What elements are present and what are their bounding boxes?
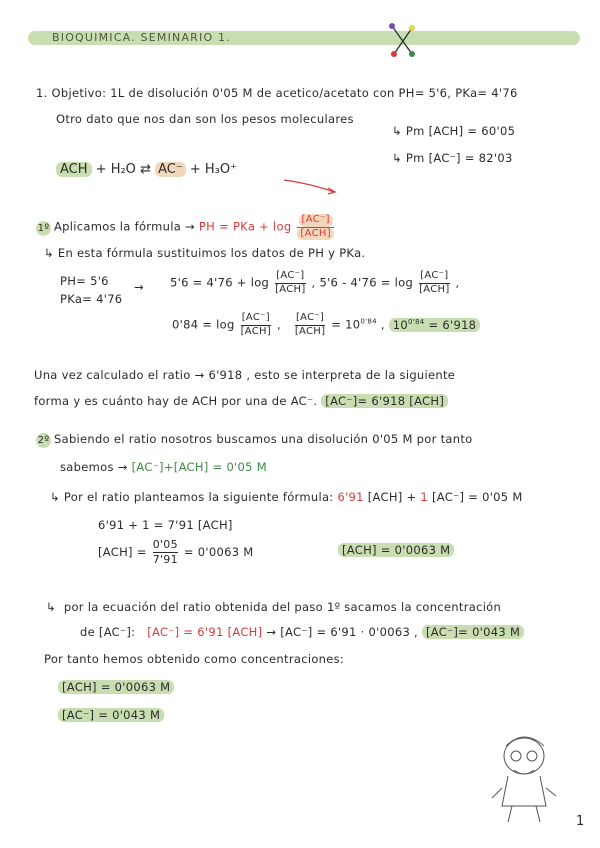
step1-note: ↳ En esta fórmula sustituimos los datos de PH y PKa. [44, 246, 366, 260]
eq3-den: [ACH] [240, 325, 272, 337]
eq3-num: [AC⁻] [241, 312, 270, 323]
scientist-doodle-icon [488, 726, 562, 826]
equation-3: 0'84 = log $\frac{[AC^-]}{\text{[ACH]}}$ , $\frac{[AC^-]}{\text{[ACH]}}$ = $10^{0'84}$ , $10^{0'84} = 6'918$ [172, 312, 480, 338]
problem-number: 1. [36, 86, 48, 100]
step3-line1: ↳ por la ecuación del ratio obtenida del paso 1º sacamos la concentración [46, 600, 502, 614]
title-banner [28, 31, 580, 45]
ratio-result: [AC⁻]= 6'918 [ACH] [321, 394, 448, 408]
step2-line5-lhs: [ACH] = [98, 544, 147, 559]
step2-line4: 6'91 + 1 = 7'91 [ACH] [98, 518, 233, 532]
step2-result: [ACH] = 0'0063 M [338, 543, 454, 557]
eq-ach: ACH [56, 162, 92, 177]
equation-1: 5'6 = 4'76 + log $\frac{[AC^-]}{\text{[ACH]}}$ , 5'6 - 4'76 = log $\frac{[AC^-]}{\text{[ACH]}}$ , [170, 270, 460, 295]
chemical-equation [56, 162, 237, 177]
eq5-base: 10 [392, 317, 409, 332]
problem-line-objective [36, 86, 518, 100]
pm-ach: ↳ Pm [ACH] = 60'05 [392, 124, 516, 138]
eq3-fraction [241, 312, 271, 338]
step2-line5-rhs: = 0'0063 M [183, 544, 254, 559]
final-result-ac: [AC⁻] = 0'043 M [58, 708, 164, 722]
step3-line1-text: por la ecuación del ratio obtenida del paso 1º sacamos la concentración [63, 600, 502, 614]
step3-line2-lhs: de [AC⁻]: [80, 625, 136, 639]
eq1-lhs: 5'6 = 4'76 + log [170, 275, 270, 290]
step2-term-b: [ACH] + [367, 490, 417, 504]
objective-text: Objetivo: 1L de disolución 0'05 M de acetico/acetato con PH= 5'6, PKa= 4'76 [51, 86, 518, 100]
formula-numerator: [AC⁻] [299, 214, 333, 227]
ratio-text-2: forma y es cuánto hay de ACH por una de AC⁻. [34, 394, 318, 408]
step2-marker: 2º [37, 435, 50, 446]
step2-term-d: [AC⁻] = 0'05 M [432, 490, 523, 504]
arrow-right-icon: → [134, 280, 144, 294]
eq-arrow-icon: ⇄ [140, 162, 151, 177]
step2-coef-c: 1 [420, 490, 429, 504]
pm-ac: ↳ Pm [AC⁻] = 82'03 [392, 151, 513, 165]
step2-line2-eq: [AC⁻]+[ACH] = 0'05 M [131, 460, 267, 474]
step3-ratio-eq: [AC⁻] = 6'91 [ACH] [147, 625, 263, 639]
eq4-exponent: 0'84 [360, 317, 377, 326]
eq4-rhs: = 10 [331, 317, 361, 332]
step3-ac-result: [AC⁻]= 0'043 M [422, 625, 524, 639]
pka-value: PKa= 4'76 [60, 292, 123, 306]
step2-line2 [60, 460, 267, 474]
step1-title: Aplicamos la fórmula [54, 219, 182, 234]
molecule-doodle-icon [386, 20, 420, 60]
page-title: BIOQUIMICA. SEMINARIO 1. [52, 31, 231, 44]
eq1-fraction [275, 270, 305, 296]
eq5-result [389, 318, 481, 332]
step2-line2-lhs: sabemos → [60, 460, 128, 474]
eq-water: + H₂O [95, 162, 136, 177]
eq2-den: [ACH] [419, 283, 450, 295]
eq2-num: [AC⁻] [420, 270, 449, 281]
step2-line1 [36, 432, 472, 448]
final-result-ach: [ACH] = 0'0063 M [58, 680, 174, 694]
eq-ac: AC⁻ [155, 162, 186, 177]
eq4-fraction [295, 312, 325, 338]
other-data-text: Otro dato que nos dan son los pesos moleculares [56, 112, 354, 126]
eq-hydronium: + H₃O⁺ [189, 162, 237, 177]
step2-coef-a: 6'91 [337, 490, 364, 504]
formula-fraction [297, 214, 333, 240]
eq2-fraction [419, 270, 449, 296]
eq1-num: [AC⁻] [276, 270, 305, 281]
formula-lhs: PH = PKa + log [198, 219, 292, 234]
ph-value: PH= 5'6 [60, 274, 109, 288]
pm-ac-value: Pm [AC⁻] = 82'03 [405, 151, 513, 165]
eq4-num: [AC⁻] [295, 312, 325, 323]
ratio-text-line2 [34, 394, 448, 408]
step2-line5 [98, 538, 254, 567]
eq4-den: [ACH] [294, 325, 326, 337]
step3-line3: Por tanto hemos obtenido como concentraciones: [44, 652, 345, 666]
step2-line1-text: Sabiendo el ratio nosotros buscamos una disolución 0'05 M por tanto [54, 432, 473, 446]
step2-den: 7'91 [152, 552, 178, 566]
pm-ach-value: Pm [ACH] = 60'05 [405, 124, 516, 138]
eq2-lhs: 5'6 - 4'76 = log [319, 275, 414, 290]
eq1-den: [ACH] [275, 283, 306, 295]
eq5-rhs: = 6'918 [428, 317, 477, 332]
step2-num: 0'05 [152, 538, 178, 551]
eq3-lhs: 0'84 = log [172, 317, 235, 332]
step2-fraction [153, 538, 178, 567]
formula-denominator: [ACH] [297, 228, 333, 241]
step3-line2-mid: → [AC⁻] = 6'91 · 0'0063 , [266, 625, 418, 639]
page-number: 1 [576, 814, 585, 829]
curved-arrow-icon [282, 176, 342, 196]
eq5-exponent: 0'84 [408, 317, 425, 326]
step1-note-text: En esta fórmula sustituimos los datos de PH y PKa. [57, 246, 366, 260]
ratio-text-1: Una vez calculado el ratio → 6'918 , esto se interpreta de la siguiente [34, 368, 456, 382]
step3-line2 [80, 625, 524, 639]
step2-line3-lhs: Por el ratio planteamos la siguiente fórmula: [63, 490, 334, 504]
step2-line3: ↳ Por el ratio planteamos la siguiente fórmula: 6'91 [ACH] + 1 [AC⁻] = 0'05 M [50, 490, 523, 504]
step1-heading: 1º Aplicamos la fórmula → PH = PKa + log $\frac{[AC^-]}{\text{[ACH]}}$ [36, 214, 336, 240]
step1-marker: 1º [37, 222, 50, 234]
